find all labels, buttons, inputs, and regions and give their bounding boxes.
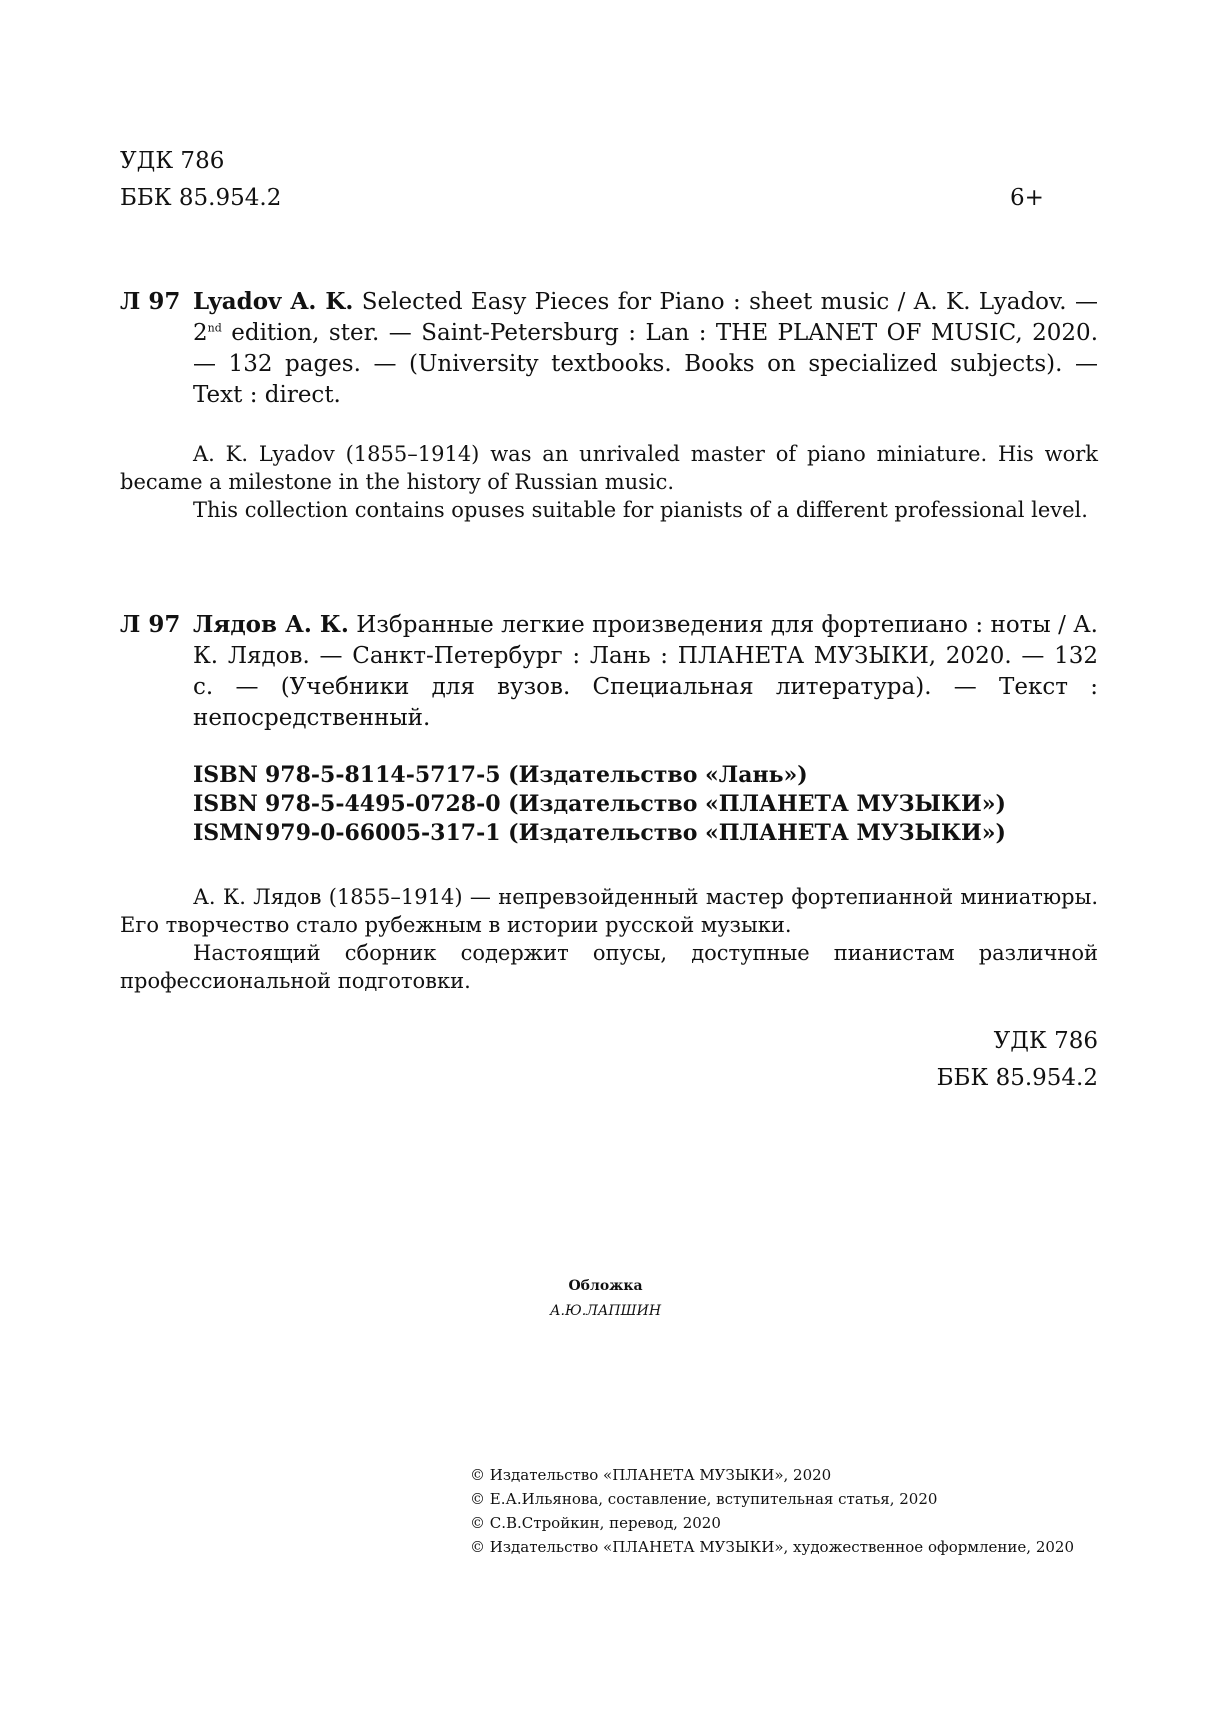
footer-udk-code: УДК 786 — [993, 1028, 1098, 1054]
isbn-line — [193, 790, 1006, 819]
age-rating: 6+ — [1010, 185, 1044, 211]
entry-description: edition, ster. — Saint-Petersburg : Lan : THE PLANET OF MUSIC, 2020. — 132 pages. — (University textbooks. Books on specialized subjects). — Text : direct. — [193, 320, 1099, 408]
copyright-line: © Издательство «ПЛАНЕТА МУЗЫКИ», 2020 — [470, 1466, 832, 1484]
copyright-block — [470, 1463, 1074, 1559]
edition-number: 2 — [193, 320, 208, 346]
bbk-code: ББК 85.954.2 — [120, 185, 282, 211]
isbn-line — [193, 761, 1006, 790]
author-name: Лядов А. К. — [193, 611, 349, 638]
annotation-paragraph: А. К. Лядов (1855–1914) — непревзойденный мастер фортепианной миниатюры. Его творчество стало рубежным в истории русской музыки. — [120, 885, 1098, 937]
entry-description: Избранные легкие произведения для фортепиано : ноты / А. К. Лядов. — Санкт-Петербург : Лань : ПЛАНЕТА МУЗЫКИ, 2020. — 132 с. — (Учебники для вузов. Специальная литература). — Текст : непосредственный. — [193, 612, 1098, 731]
entry-text — [193, 609, 1098, 734]
edition-superscript: nd — [207, 321, 222, 335]
annotation-paragraph: A. K. Lyadov (1855–1914) was an unrivaled master of piano miniature. His work became a milestone in the history of Russian music. — [120, 442, 1098, 494]
catalog-code: Л 97 — [120, 611, 181, 638]
entry-text — [193, 286, 1098, 411]
copyright-line: © Е.А.Ильянова, составление, вступительная статья, 2020 — [470, 1490, 938, 1508]
cover-credit-name: А.Ю.ЛАПШИН — [549, 1303, 662, 1319]
title-line: Selected Easy Pieces for Piano : sheet music / A. K. Lyadov. — — [361, 289, 1098, 315]
isbn-list — [193, 761, 1006, 848]
english-catalog-entry — [120, 286, 1098, 411]
ismn-line — [193, 819, 1006, 848]
copyright-line: © С.В.Стройкин, перевод, 2020 — [470, 1514, 721, 1532]
annotation-paragraph: This collection contains opuses suitable for pianists of a different professional level. — [193, 498, 1088, 522]
udk-code: УДК 786 — [120, 148, 225, 174]
isbn-label: ISBN — [193, 791, 258, 817]
catalog-code: Л 97 — [120, 288, 181, 315]
footer-bbk-code: ББК 85.954.2 — [936, 1065, 1098, 1091]
isbn-value: 978-5-4495-0728-0 (Издательство «ПЛАНЕТА МУЗЫКИ») — [265, 791, 1006, 817]
annotation-paragraph: Настоящий сборник содержит опусы, доступные пианистам различной профессиональной подготовки. — [120, 941, 1098, 993]
ismn-label: ISMN — [193, 820, 264, 846]
author-name: Lyadov A. K. — [193, 288, 354, 315]
english-annotation — [120, 440, 1098, 524]
ismn-value: 979-0-66005-317-1 (Издательство «ПЛАНЕТА МУЗЫКИ») — [265, 820, 1006, 846]
russian-catalog-entry — [120, 609, 1098, 734]
isbn-label: ISBN — [193, 762, 258, 788]
copyright-line: © Издательство «ПЛАНЕТА МУЗЫКИ», художественное оформление, 2020 — [470, 1538, 1075, 1556]
russian-annotation — [120, 883, 1098, 995]
isbn-value: 978-5-8114-5717-5 (Издательство «Лань») — [265, 762, 808, 788]
cover-credit-label: Обложка — [568, 1278, 643, 1294]
